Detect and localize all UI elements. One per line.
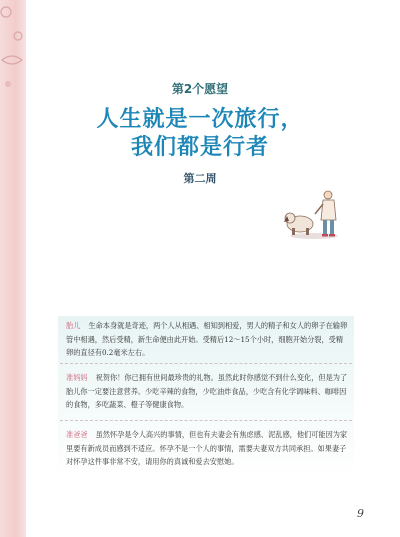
paragraph-text: 祝贺你！你已拥有世间最珍贵的礼物。虽然此时你感觉不到什么变化，但是为了胎儿你一定要注意营养。少吃辛辣的食物，少吃油炸食品，少吃含有化学调味料、咖啡因的食物，多吃蔬菜、橙子等健康食物。 <box>66 373 348 409</box>
paragraph-text: 虽然怀孕是令人高兴的事情，但也有夫妻会有焦虑感、泥乱感，他们可能因为家里要有新成员而感到不适应。怀孕不是一个人的事情，需要夫妻双方共同承担。如果妻子对怀孕这件事非常不安，请用你的真诚和爱去安慰她。 <box>66 430 348 466</box>
paragraph-mother <box>66 371 348 412</box>
speaker-label: 准妈妈 <box>66 373 88 382</box>
wish-number: 第2个愿望 <box>171 82 229 96</box>
title-line-2: 我们都是行者 <box>130 135 269 160</box>
speaker-label: 胎儿 <box>66 321 81 330</box>
divider <box>60 420 352 421</box>
week-label: 第二周 <box>183 172 217 185</box>
divider <box>60 363 352 364</box>
page-number: 9 <box>357 507 364 520</box>
parent-dog-illustration <box>282 188 352 243</box>
page-title <box>0 106 400 162</box>
paragraph-fetus <box>66 319 348 360</box>
speaker-label: 准爸爸 <box>66 430 88 439</box>
title-line-1: 人生就是一次旅行， <box>96 107 304 132</box>
paragraph-father <box>66 428 348 469</box>
paragraph-text: 生命本身就是奇迹，两个人从相遇、相知到相爱，男人的精子和女人的卵子在输卵管中相遇，然后受精，新生命便由此开始。受精后12～15个小时，细胞开始分裂，受精卵的直径有0.2毫米左右。 <box>66 321 348 357</box>
